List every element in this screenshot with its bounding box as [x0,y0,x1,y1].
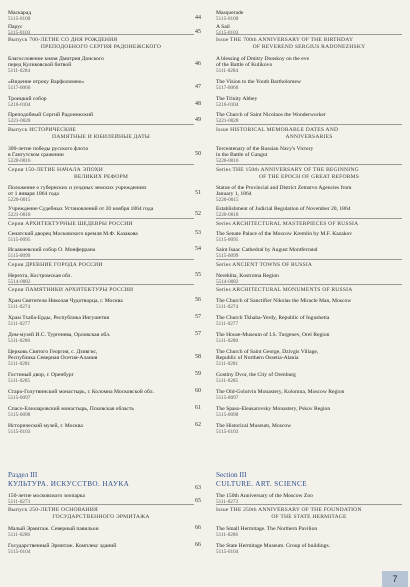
en-entry-code: 5111-0285 [216,378,239,384]
ru-entry-title: Парус [8,24,23,30]
en-series-heading: OF REVEREND SERGIUS RADONEZHSKY [252,44,366,50]
ru-entry-code: 5111-0277 [8,321,31,327]
en-entry-title: The Historical Museum, Moscow [216,423,292,429]
page-ref-number: 59 [195,371,201,377]
page-ref-number: 57 [195,331,201,337]
en-entry-code: 5117-0060 [216,85,239,91]
page-ref-number: 60 [195,388,201,394]
en-entry-title: The Vision to the Youth Bartholomew [216,79,302,85]
en-entry-code: 5111-0273 [216,499,239,505]
page-ref-number: 48 [195,101,201,107]
section-label-en: Section III [216,471,247,479]
ru-series-heading: Выпуск 250-ЛЕТИЕ ОСНОВАНИЯ [8,507,98,513]
ru-series-heading: ПАМЯТНЫЕ И ЮБИЛЕЙНЫЕ ДАТЫ [51,134,150,140]
ru-entry-code: 5115-0100 [8,16,31,22]
en-entry-code: 5111-0277 [216,321,239,327]
ru-entry-code: 5111-0273 [8,499,31,505]
page-ref-number: 52 [195,211,201,217]
ru-entry-title: «Видение отроку Варфоломею» [8,79,85,85]
ru-entry-code: 5220-0016 [8,158,31,164]
section-title-ru: КУЛЬТУРА. ИСКУССТВО. НАУКА [8,480,130,488]
divider-rule [216,259,402,260]
ru-entry-code: 5220-0015 [8,197,31,203]
ru-entry-title: от 1 января 1864 года [8,191,59,197]
en-entry-title: The Church of Sanctifier Nikolas the Miracle Man, Moscow [216,298,352,304]
en-entry-title: The 150th Anniversary of the Moscow Zoo [216,493,313,499]
en-series-heading: Series ARCHITECTURAL MONUMENTS OF RUSSIA [216,287,353,293]
ru-entry-title: 150-летие московского зоопарка [8,493,85,499]
en-entry-code: 5115-0099 [216,253,239,259]
divider-rule [216,34,402,35]
ru-entry-title: в Гангутском сражении [8,152,64,158]
en-series-heading: Issue HISTORICAL MEMORABLE DATES AND [216,127,339,133]
en-series-heading: Issue THE 250th ANNIVERSARY OF THE FOUNDATION [216,507,362,513]
ru-entry-title: Нерехта, Костромская обл. [8,273,72,279]
divider-rule [8,284,194,285]
divider-rule [8,259,194,260]
en-series-heading: Series ANCIENT TOWNS OF RUSSIA [216,262,313,268]
en-entry-title: Establishment of Judicial Regulation of November 20, 1864 [216,206,351,212]
ru-entry-title: 300-летие победы русского флота [8,146,88,152]
page-ref-number: 63 [195,485,201,491]
en-series-heading: Series THE 150th ANNIVERSARY OF THE BEGINNING [216,167,359,173]
en-entry-code: 5514-0082 [216,279,239,285]
divider-rule [8,504,194,505]
en-entry-code: 5111-0274 [216,304,239,310]
en-entry-title: in the Battle of Gangut [216,152,268,158]
ru-entry-code: 5111-0281 [8,361,31,367]
ru-series-heading: Выпуск ИСТОРИЧЕСКИЕ [8,127,76,133]
page-ref-number: 45 [195,29,201,35]
ru-entry-title: Маскарад [8,10,32,16]
en-entry-title: Saint Isaac Cathedral by August Montferrand [216,247,318,253]
en-entry-code: 5216-0104 [216,102,239,108]
page-ref-number: 66 [195,525,201,531]
en-entry-title: The House-Museum of I.S. Turgenev, Orel Region [216,332,330,338]
divider-rule [216,218,402,219]
page-number: 7 [382,571,408,587]
ru-entry-code: 5115-0098 [8,412,31,418]
ru-entry-title: Учреждение Судебных Установлений от 20 ноября 1864 года [8,206,154,212]
en-entry-title: Masquerade [216,10,244,16]
ru-entry-code: 5115-0099 [8,253,31,259]
en-entry-title: Statue of the Provincial and District Zemstvo Agencies from [216,185,352,191]
ru-entry-code: 5115-0095 [8,237,31,243]
en-entry-code: 5221-0028 [216,118,239,124]
en-entry-title: Nerekhta, Kostroma Region [216,273,279,279]
page-ref-number: 62 [195,422,201,428]
en-series-heading: OF THE STATE HERMITAGE [271,514,347,520]
page-ref-number: 50 [195,151,201,157]
en-entry-code: 5111-0284 [216,68,239,74]
ru-entry-title: Исаакиевский собор О. Монферрана [8,247,96,253]
en-entry-title: The Church of Saint Nicolaos the Wonderworker [216,112,326,118]
ru-entry-code: 5111-0285 [8,378,31,384]
section-label-ru: Раздел III [8,471,38,479]
en-entry-title: of the Battle of Kulikovo [216,62,273,68]
ru-entry-code: 5514-0082 [8,279,31,285]
ru-series-heading: Выпуск 700-ЛЕТИЕ СО ДНЯ РОЖДЕНИЯ [8,37,118,43]
en-entry-code: 5115-0098 [216,412,239,418]
divider-rule [216,504,402,505]
page-ref-number: 53 [195,230,201,236]
page-ref-number: 54 [195,246,201,252]
ru-series-heading: ПРЕПОДОБНОГО СЕРГИЯ РАДОНЕЖСКОГО [40,44,162,50]
ru-series-heading: ВЕЛИКИХ РЕФОРМ [73,174,129,180]
en-entry-title: A Sail [216,24,230,30]
en-entry-title: The Spaso-Eleasarovsky Monastery, Pskov Region [216,406,331,412]
en-entry-title: Gostiny Dvor, the City of Orenburg [216,372,296,378]
page-ref-number: 66 [195,542,201,548]
page-ref-number: 44 [195,15,201,21]
page-ref-number: 61 [195,405,201,411]
divider-rule [8,34,194,35]
page-ref-number: 49 [195,117,201,123]
en-entry-title: The Church of Saint George, Dzivgis Village, [216,349,319,355]
en-series-heading: Series ARCHITECTURAL MASTERPIECES OF RUSSIA [216,221,359,227]
en-entry-code: 5115-0103 [216,429,239,435]
ru-entry-title: Положение о губернских и уездных земских учреждениях [8,185,147,191]
en-series-heading: OF THE EPOCH OF GREAT REFORMS [258,174,360,180]
divider-rule [216,124,402,125]
en-entry-title: January 1, 1864 [216,191,252,197]
ru-entry-code: 5111-0274 [8,304,31,310]
ru-series-heading: ГОСУДАРСТВЕННОГО ЭРМИТАЖА [52,514,150,520]
ru-series-heading: Серия 150-ЛЕТИЕ НАЧАЛА ЭПОХИ [8,167,103,173]
page-ref-number: 51 [195,190,201,196]
ru-entry-code: 5216-0104 [8,102,31,108]
en-entry-title: Tercentenary of the Russian Navy's Victory [216,146,314,152]
page-ref-number: 58 [195,354,201,360]
en-entry-code: 5111-0281 [216,361,239,367]
divider-rule [216,164,402,165]
ru-entry-code: 5221-0018 [8,212,31,218]
ru-entry-code: 5115-0097 [8,395,31,401]
en-entry-code: 5220-0015 [216,197,239,203]
ru-entry-title: Церковь Святого Георгия, с. Дзивгис, [8,349,98,355]
ru-entry-title: Старо-Голутвинский монастырь, г. Коломна Московской обл. [8,389,154,395]
ru-entry-title: Троицкий собор [8,96,47,102]
ru-entry-title: Гостиный двор, г. Оренбург [8,372,74,378]
ru-entry-title: Дом-музей И.С. Тургенева, Орловская обл. [8,332,111,338]
ru-entry-code: 5221-0028 [8,118,31,124]
ru-series-heading: Серия АРХИТЕКТУРНЫЕ ШЕДЕВРЫ РОССИИ [8,221,133,227]
ru-entry-title: Храм Тхаба-Ерды, Республика Ингушетия [8,315,110,321]
ru-entry-title: Малый Эрмитаж. Северный павильон [8,526,99,532]
en-entry-title: The Senate Palace of the Moscow Kremlin by M.F. Kazakov [216,231,353,237]
ru-entry-code: 5111-0280 [8,338,31,344]
page-ref-number: 47 [195,84,201,90]
en-entry-title: The Trinity Abbey [216,96,258,102]
ru-entry-code: 5115-0103 [8,429,31,435]
ru-entry-title: перед Куликовской битвой [8,62,72,68]
ru-entry-title: Сенатский дворец Московского кремля М.Ф. Казакова [8,231,138,237]
ru-entry-code: 5117-0060 [8,85,31,91]
en-entry-title: A blessing of Dmitry Donskoy on the eve [216,56,310,62]
ru-entry-title: Спасо-Елеазаровский монастырь, Псковская область [8,406,134,412]
en-entry-code: 5111-0280 [216,338,239,344]
en-entry-title: The State Hermitage Museum. Group of buildings. [216,543,331,549]
ru-entry-title: Благословение князя Дмитрия Донского [8,56,104,62]
page-ref-number: 46 [195,61,201,67]
en-entry-title: The Small Hermitage. The Northern Pavilion [216,526,318,532]
divider-rule [216,284,402,285]
page-ref-number: 56 [195,297,201,303]
ru-entry-title: Республика Северная Осетия-Алания [8,355,98,361]
divider-rule [8,124,194,125]
en-entry-code: 5115-0100 [216,16,239,22]
page-ref-number: 65 [195,498,201,504]
en-series-heading: Issue THE 700th ANNIVERSARY OF THE BIRTHDAY [216,37,354,43]
ru-entry-title: Храм Святителя Николая Чудотворца, г. Москва [8,298,123,304]
en-entry-title: Republic of Northern Ossetia-Alania [216,355,299,361]
en-entry-code: 5115-0104 [216,549,239,555]
divider-rule [8,164,194,165]
ru-series-heading: Серия ПАМЯТНИКИ АРХИТЕКТУРЫ РОССИИ [8,287,134,293]
en-entry-code: 5115-0097 [216,395,239,401]
en-entry-code: 5220-0018 [216,212,239,218]
en-entry-title: The Old-Golutvin Monastery, Kolomna, Moscow Region [216,389,345,395]
en-entry-code: 5220-0016 [216,158,239,164]
en-entry-code: 5111-0286 [216,532,239,538]
page-ref-number: 55 [195,272,201,278]
ru-entry-code: 5111-0286 [8,532,31,538]
ru-entry-code: 5111-0284 [8,68,31,74]
ru-entry-code: 5115-0103 [8,30,31,36]
ru-entry-code: 5115-0104 [8,549,31,555]
en-entry-code: 5115-0103 [216,30,239,36]
en-entry-title: The Church Tkhaba-Yerdy, Republic of Ingushetia [216,315,330,321]
ru-entry-title: Исторический музей, г. Москва [8,423,83,429]
page-ref-number: 57 [195,314,201,320]
divider-rule [8,218,194,219]
ru-entry-title: Государственный Эрмитаж. Комплекс зданий [8,543,117,549]
en-entry-code: 5115-0095 [216,237,239,243]
en-series-heading: ANNIVERSARIES [285,134,333,140]
ru-series-heading: Серия ДРЕВНИЕ ГОРОДА РОССИИ [8,262,103,268]
section-title-en: CULTURE. ART. SCIENCE [216,480,308,488]
ru-entry-title: Преподобный Сергий Радонежский [8,112,94,118]
